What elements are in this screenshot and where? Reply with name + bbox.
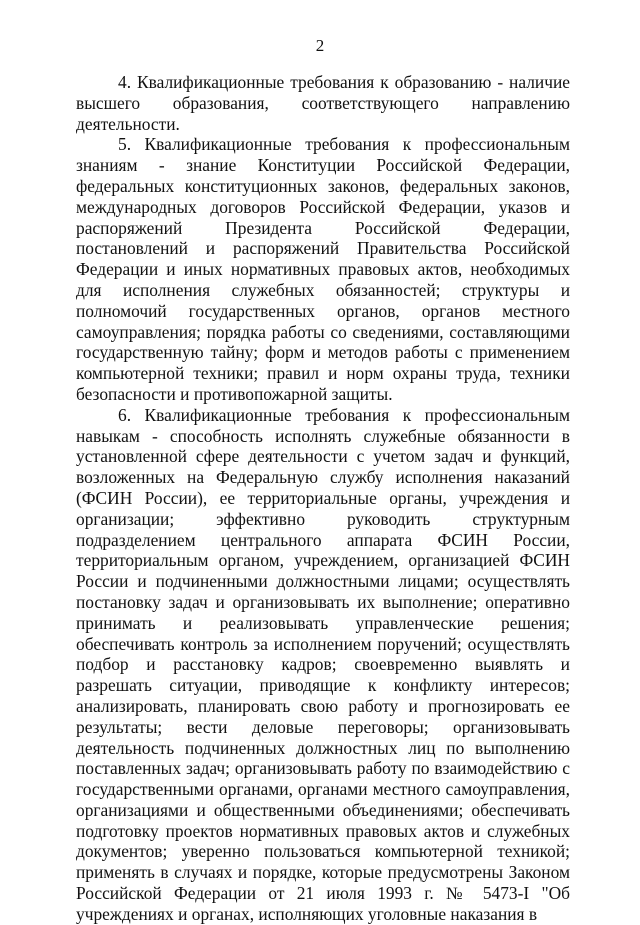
page-number: 2 (315, 36, 325, 55)
paragraph-knowledge-requirements: 5. Квалификационные требования к профессиональным знаниям - знание Конституции Российской Федерации, федеральных конституционных законов, федеральных законов, международных договоров Российской Федерации, указов и распоряжений Президента Российской Федерации, постановлений и распоряжений Правительства Российской Федерации и иных нормативных правовых актов, необходимых для исполнения служебных обязанностей; структуры и полномочий государственных органов, органов местного самоуправления; порядка работы со сведениями, составляющими государственную тайну; форм и методов работы с применением компьютерной техники; правил и норм охраны труда, техники безопасности и противопожарной защиты. (76, 134, 570, 404)
document-body (76, 72, 570, 925)
paragraph-education-requirements: 4. Квалификационные требования к образованию - наличие высшего образования, соответствующего направлению деятельности. (76, 72, 570, 134)
paragraph-skills-requirements: 6. Квалификационные требования к профессиональным навыкам - способность исполнять служебные обязанности в установленной сфере деятельности с учетом задач и функций, возложенных на Федеральную службу исполнения наказаний (ФСИН России), ее территориальные органы, учреждения и организации; эффективно руководить структурным подразделением центрального аппарата ФСИН России, территориальным органом, учреждением, организацией ФСИН России и подчиненными должностными лицами; осуществлять постановку задач и организовывать их выполнение; оперативно принимать и реализовывать управленческие решения; обеспечивать контроль за исполнением поручений; осуществлять подбор и расстановку кадров; своевременно выявлять и разрешать ситуации, приводящие к конфликту интересов; анализировать, планировать свою работу и прогнозировать ее результаты; вести деловые переговоры; организовывать деятельность подчиненных должностных лиц по выполнению поставленных задач; организовывать работу по взаимодействию с государственными органами, органами местного самоуправления, организациями и общественными объединениями; обеспечивать подготовку проектов нормативных правовых актов и служебных документов; уверенно пользоваться компьютерной техникой; применять в случаях и порядке, которые предусмотрены Законом Российской Федерации от 21 июля 1993 г. № 5473-I "Об учреждениях и органах, исполняющих уголовные наказания в (76, 404, 570, 924)
